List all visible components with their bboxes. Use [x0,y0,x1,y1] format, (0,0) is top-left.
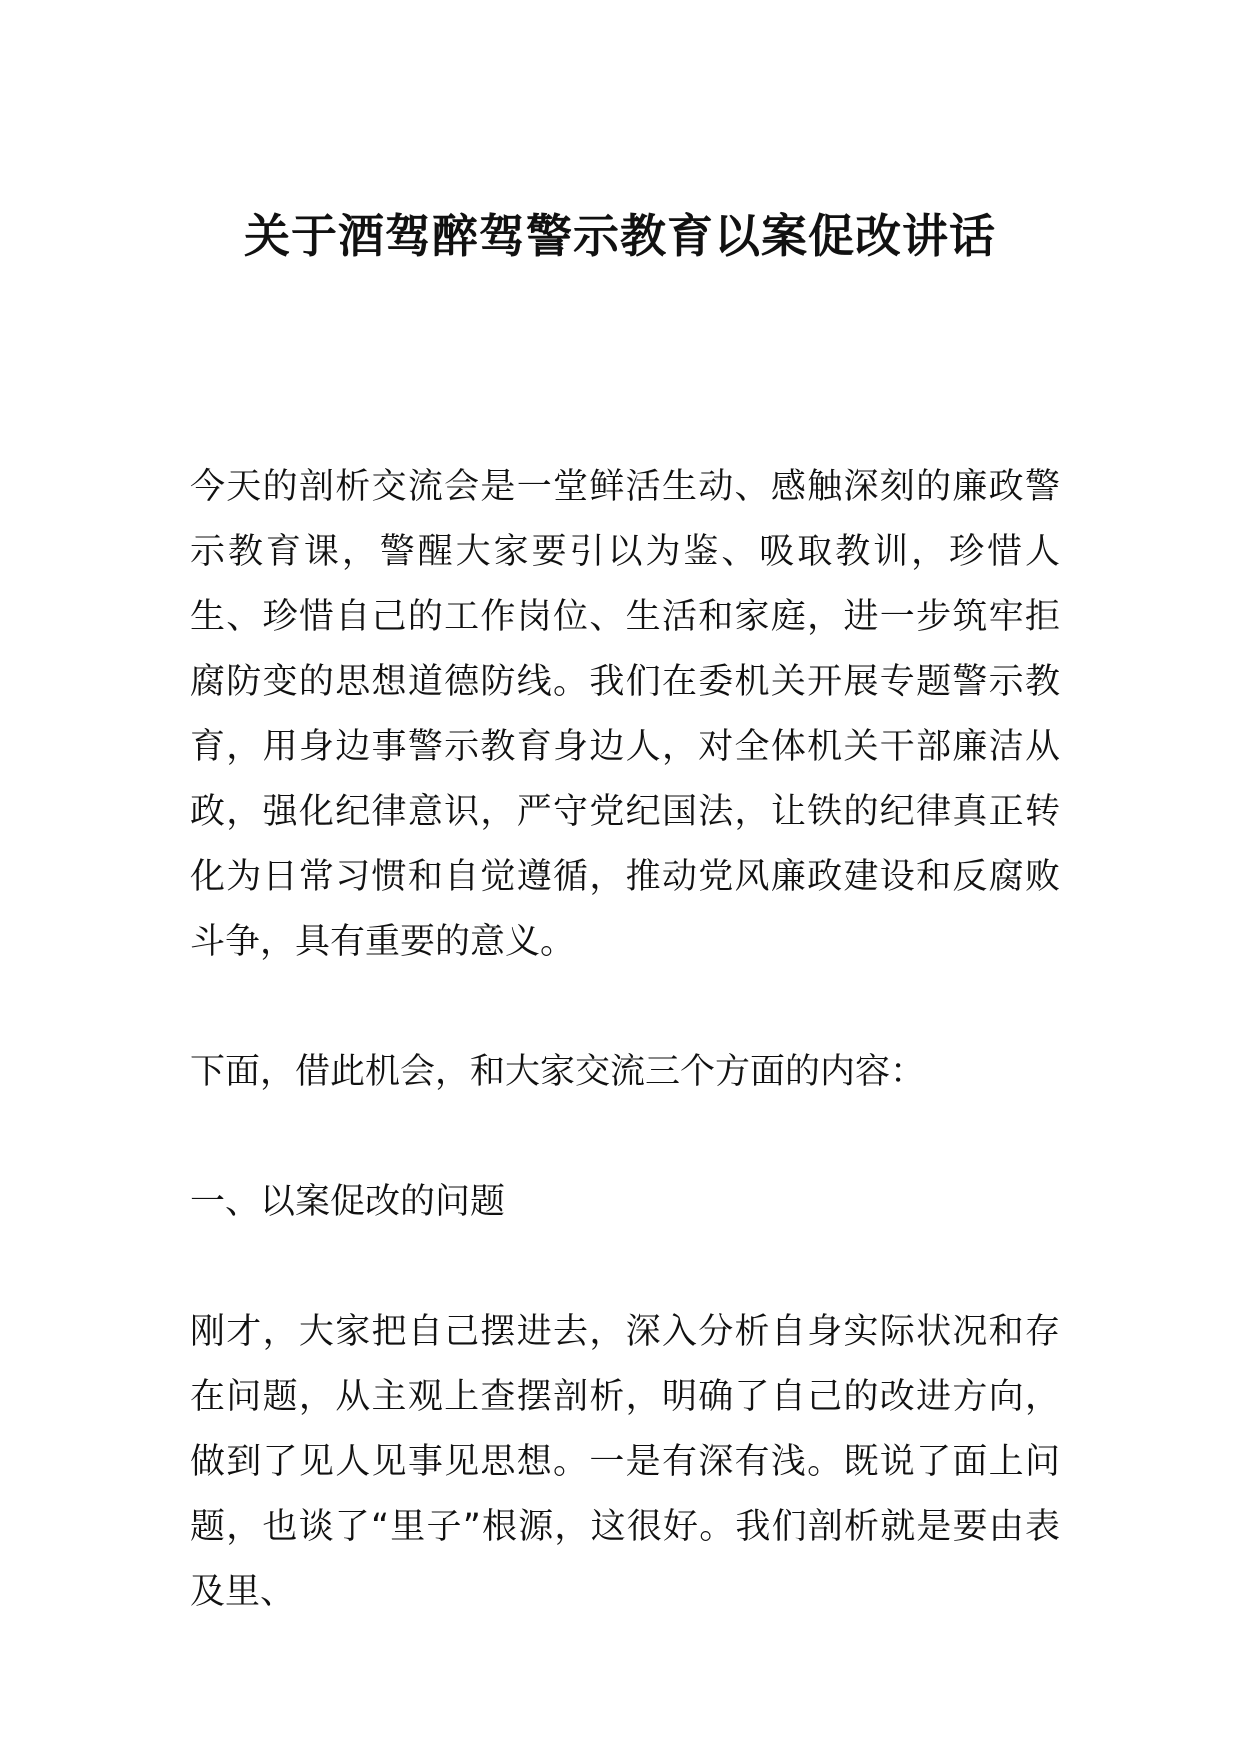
paragraph-transition: 下面，借此机会，和大家交流三个方面的内容： [190,1052,926,1092]
paragraph-intro: 今天的剖析交流会是一堂鲜活生动、感触深刻的廉政警示教育课，警醒大家要引以为鉴、吸取教训，珍惜人生、珍惜自己的工作岗位、生活和家庭，进一步筑牢拒腐防变的思想道德防线。我们在委机关开展专题警示教育，用身边事警示教育身边人，对全体机关干部廉洁从政，强化纪律意识，严守党纪国法，让铁的纪律真正转化为日常习惯和自觉遵循，推动党风廉政建设和反腐败斗争，具有重要的意义。 [190,467,1060,962]
section-heading-1: 一、以案促改的问题 [190,1182,506,1222]
document-title: 关于酒驾醉驾警示教育以案促改讲话 [244,209,996,263]
paragraph-section-1: 刚才，大家把自己摆进去，深入分析自身实际状况和存在问题，从主观上查摆剖析，明确了自己的改进方向，做到了见人见事见思想。一是有深有浅。既说了面上问题，也谈了“里子”根源，这很好。我们剖析就是要由表及里、 [190,1312,1060,1612]
